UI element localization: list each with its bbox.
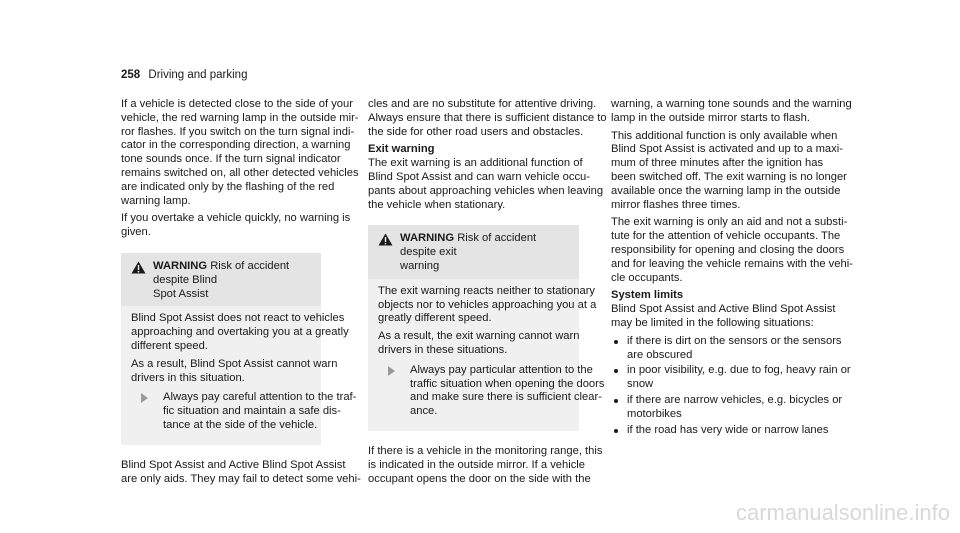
text-line: pants about approaching vehicles when leaving bbox=[368, 184, 604, 197]
warning-title: Risk of accident despite exit bbox=[400, 232, 537, 259]
text-line: If there is a vehicle in the monitoring range, this bbox=[368, 444, 603, 457]
text-line: Blind Spot Assist does not react to vehicles bbox=[131, 312, 345, 325]
paragraph bbox=[611, 98, 852, 126]
text-line: may be limited in the following situations: bbox=[611, 316, 814, 329]
text-line: If a vehicle is detected close to the side of your bbox=[121, 98, 353, 110]
text-line: Blind Spot Assist and Active Blind Spot Assist bbox=[611, 303, 836, 316]
bullet-icon bbox=[614, 429, 618, 433]
warning-box bbox=[368, 225, 605, 431]
paragraph bbox=[611, 129, 847, 213]
text-line: are obscured bbox=[627, 348, 693, 361]
page-number: 258 bbox=[121, 69, 141, 81]
text-line: traffic situation when opening the doors bbox=[410, 377, 605, 390]
text-line: mum of three minutes after the ignition has bbox=[611, 157, 824, 170]
text-line: and make sure there is sufficient clear- bbox=[410, 391, 602, 404]
text-line: are only aids. They may fail to detect some vehi- bbox=[121, 472, 361, 485]
text-line: Blind Spot Assist and can warn vehicle occu- bbox=[368, 170, 591, 183]
page-header bbox=[121, 69, 247, 81]
text-line: Always ensure that there is sufficient distance to bbox=[368, 111, 607, 124]
text-line: cle occupants. bbox=[611, 271, 683, 284]
text-line: motorbikes bbox=[627, 407, 682, 420]
bullet-list bbox=[611, 334, 851, 438]
text-line: vehicle, the red warning lamp in the outside mir- bbox=[121, 111, 359, 124]
subheading: Exit warning bbox=[368, 143, 435, 156]
list-item bbox=[611, 393, 843, 422]
text-line: cles and are no substitute for attentive driving. bbox=[368, 98, 597, 110]
text-line: if there is dirt on the sensors or the sensors bbox=[627, 334, 842, 347]
warning-label: WARNING bbox=[400, 232, 455, 245]
text-line: warning, a warning tone sounds and the warning bbox=[611, 98, 852, 110]
text-line: if the road has very wide or narrow lanes bbox=[627, 423, 829, 436]
paragraph bbox=[368, 98, 607, 139]
watermark: carmanualsonline.info bbox=[735, 500, 950, 525]
text-line: snow bbox=[627, 378, 654, 391]
column-1 bbox=[121, 98, 361, 490]
text-line: tance at the side of the vehicle. bbox=[163, 418, 318, 431]
warning-triangle-icon bbox=[131, 261, 146, 274]
text-line: warning lamp. bbox=[121, 194, 191, 207]
section-title: Driving and parking bbox=[148, 69, 248, 81]
warning-header bbox=[368, 225, 579, 278]
warning-triangle-icon bbox=[378, 233, 393, 246]
text-line: lamp in the outside mirror starts to flash. bbox=[611, 111, 810, 124]
paragraph bbox=[611, 303, 836, 331]
text-line: available once the warning lamp in the outside bbox=[611, 184, 841, 197]
text-line: the side for other road users and obstacles. bbox=[368, 125, 584, 138]
subheading: System limits bbox=[611, 289, 684, 302]
text-line: fic situation and maintain a safe dis- bbox=[163, 405, 341, 418]
warning-body bbox=[121, 306, 357, 444]
text-line: Always pay particular attention to the bbox=[410, 363, 593, 376]
list-item bbox=[611, 424, 831, 438]
warning-header bbox=[121, 253, 321, 306]
paragraph bbox=[121, 98, 359, 208]
text-line: approaching and overtaking you at a greatly bbox=[131, 326, 349, 339]
list-item bbox=[611, 334, 842, 363]
text-line: been switched off. The exit warning is no longer bbox=[611, 170, 847, 183]
text-line: in poor visibility, e.g. due to fog, heavy rain or bbox=[627, 364, 851, 377]
bullet-icon bbox=[614, 340, 618, 344]
warning-body bbox=[368, 279, 605, 431]
text-line: drivers in this situation. bbox=[131, 371, 245, 384]
warning-title: Risk of accident despite Blind bbox=[153, 259, 290, 286]
paragraph bbox=[368, 157, 604, 212]
action-arrow-icon bbox=[388, 366, 395, 376]
text-line: Always pay careful attention to the traf- bbox=[163, 391, 357, 404]
action-step bbox=[131, 391, 357, 432]
text-line: if there are narrow vehicles, e.g. bicycles or bbox=[627, 393, 843, 406]
text-line: drivers in these situations. bbox=[378, 343, 508, 356]
text-line: tute for the attention of vehicle occupants. The bbox=[611, 230, 841, 243]
paragraph bbox=[121, 458, 361, 487]
action-arrow-icon bbox=[141, 393, 148, 403]
text-line: mirror flashes three times. bbox=[611, 198, 741, 211]
text-line: the vehicle when stationary. bbox=[368, 198, 506, 211]
column-3 bbox=[611, 98, 853, 439]
text-line: greatly different speed. bbox=[378, 312, 492, 325]
text-line: objects nor to vehicles approaching you at a bbox=[378, 298, 597, 311]
action-step bbox=[378, 363, 605, 419]
paragraph bbox=[131, 357, 338, 386]
warning-box bbox=[121, 253, 357, 445]
text-line: The exit warning is only an aid and not a substi- bbox=[611, 216, 848, 229]
text-line: As a result, Blind Spot Assist cannot warn bbox=[131, 357, 338, 370]
text-line: Blind Spot Assist is activated and up to a maxi- bbox=[611, 143, 843, 156]
text-line: and for leaving the vehicle remains with the vehi- bbox=[611, 257, 853, 270]
paragraph bbox=[378, 330, 580, 358]
bullet-icon bbox=[614, 369, 618, 373]
text-line: This additional function is only available when bbox=[611, 129, 838, 142]
paragraph bbox=[368, 444, 603, 486]
text-line: given. bbox=[121, 226, 151, 239]
text-line: responsibility for opening and closing the doors bbox=[611, 243, 845, 256]
warning-title: warning bbox=[400, 259, 440, 272]
paragraph bbox=[121, 212, 351, 240]
paragraph bbox=[378, 284, 597, 326]
column-2 bbox=[368, 98, 607, 490]
text-line: The exit warning reacts neither to stationary bbox=[378, 284, 596, 297]
text-line: tone sounds once. If the turn signal indicator bbox=[121, 153, 341, 166]
warning-title: Spot Assist bbox=[153, 287, 209, 300]
text-line: The exit warning is an additional function of bbox=[368, 157, 583, 170]
text-line: ance. bbox=[410, 405, 438, 418]
text-line: cator in the corresponding direction, a warning bbox=[121, 139, 351, 152]
text-line: Blind Spot Assist and Active Blind Spot Assist bbox=[121, 458, 346, 471]
text-line: As a result, the exit warning cannot warn bbox=[378, 330, 580, 343]
warning-label: WARNING bbox=[153, 259, 208, 272]
paragraph bbox=[611, 216, 853, 285]
text-line: remains switched on, all other detected vehicles bbox=[121, 166, 359, 179]
text-line: are indicated only by the flashing of the red bbox=[121, 180, 335, 193]
text-line: different speed. bbox=[131, 339, 208, 352]
paragraph bbox=[131, 312, 349, 353]
text-line: ror flashes. If you switch on the turn signal indi- bbox=[121, 125, 355, 138]
text-line: is indicated in the outside mirror. If a vehicle bbox=[368, 458, 586, 471]
text-line: occupant opens the door on the side with the bbox=[368, 472, 591, 485]
text-line: If you overtake a vehicle quickly, no warning is bbox=[121, 212, 351, 225]
bullet-icon bbox=[614, 399, 618, 403]
list-item bbox=[611, 364, 851, 392]
